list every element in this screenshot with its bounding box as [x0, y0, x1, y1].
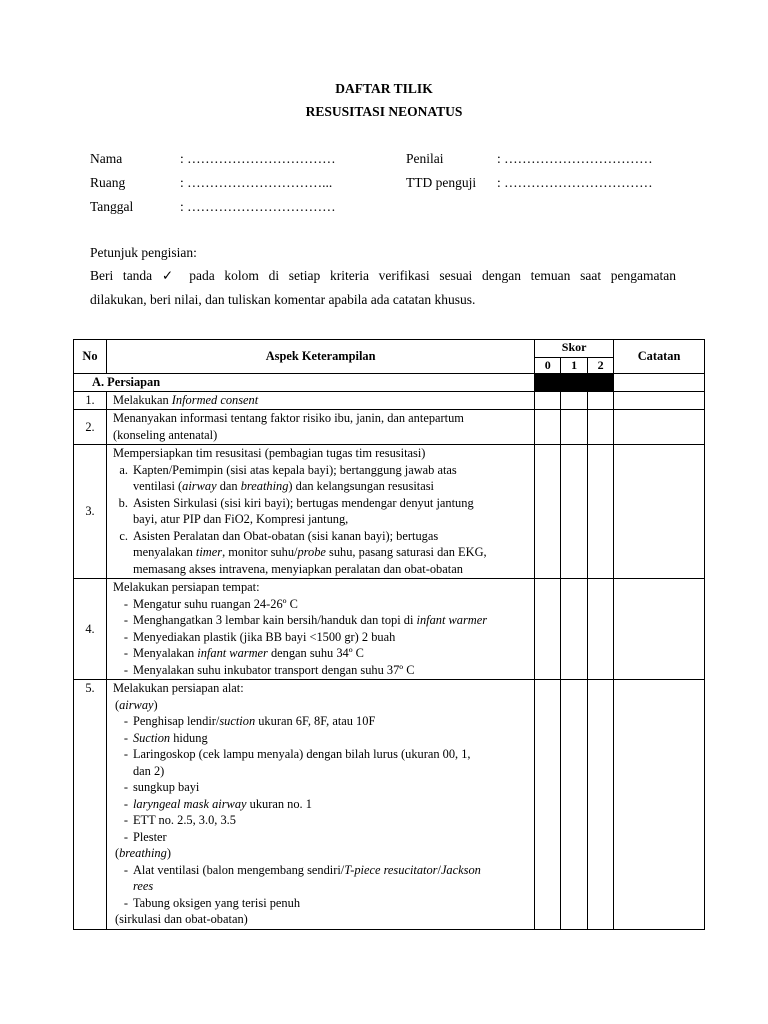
- text: bayi, atur PIP dan FiO2, Kompresi jantung,: [132, 512, 349, 526]
- instructions-line-2: dilakukan, beri nilai, dan tuliskan komentar apabila ada catatan khusus.: [90, 292, 476, 307]
- list-text: [133, 462, 530, 495]
- instr-text-pre: Beri tanda: [90, 268, 153, 283]
- text: Kapten/Pemimpin (sisi atas kepala bayi); bertanggung jawab atas: [132, 462, 457, 477]
- group-label-breathing: [113, 845, 530, 862]
- list-item: [113, 713, 530, 730]
- checklist-table: [73, 339, 705, 930]
- nama-label: Nama: [90, 151, 123, 166]
- list-text: ETT no. 2.5, 3.0, 3.5: [132, 813, 236, 827]
- catatan-cell[interactable]: [614, 391, 705, 410]
- list-text: [133, 713, 530, 730]
- text-italic: rees: [132, 879, 154, 893]
- text: (konseling antenatal): [112, 427, 218, 442]
- instructions-heading: Petunjuk pengisian:: [90, 245, 197, 260]
- row-aspek: [106, 579, 534, 680]
- list-marker: b.: [118, 495, 128, 510]
- list-marker: a.: [119, 462, 128, 477]
- score-cell-0[interactable]: [535, 391, 561, 410]
- text: dan 2): [132, 763, 165, 778]
- score-cell-0[interactable]: [535, 445, 561, 579]
- header-skor: Skor: [535, 340, 614, 358]
- text-italic: infant warmer: [197, 646, 268, 660]
- score-2: 2: [588, 358, 614, 374]
- text: Penghisap lendir/: [132, 714, 220, 728]
- tanggal-field: : ……………………………: [180, 199, 336, 214]
- list-text: [133, 796, 530, 813]
- nama-field: : ……………………………: [180, 151, 336, 166]
- list-item: [113, 596, 530, 613]
- row-number: 5.: [74, 680, 107, 930]
- text-italic: airway: [119, 697, 154, 712]
- list-marker: -: [123, 895, 128, 910]
- text-italic: infant warmer: [416, 613, 488, 627]
- header-no: No: [74, 340, 107, 374]
- list-text: [133, 746, 530, 779]
- group-label-sirkulasi: (sirkulasi dan obat-obatan): [114, 912, 248, 926]
- section-catatan: [614, 374, 705, 392]
- text: suhu, pasang saturasi dan EKG,: [325, 545, 487, 559]
- list-item: [113, 796, 530, 813]
- score-cell-2[interactable]: [588, 391, 614, 410]
- score-cell-1[interactable]: [561, 445, 588, 579]
- table-row: [74, 410, 705, 445]
- list-marker: -: [123, 862, 128, 877]
- text: Asisten Peralatan dan Obat-obatan (sisi kanan bayi); bertugas: [132, 528, 439, 543]
- score-0: 0: [535, 358, 561, 374]
- list-item: [113, 730, 530, 747]
- text: Mempersiapkan tim resusitasi (pembagian tugas tim resusitasi): [112, 446, 426, 460]
- list-item: [113, 862, 530, 895]
- table-row: [74, 579, 705, 680]
- list-marker: -: [123, 646, 128, 660]
- section-blackout: [535, 374, 614, 392]
- list-text: [133, 862, 530, 895]
- ttd-field: : ……………………………: [497, 175, 653, 190]
- list-item: [113, 895, 530, 912]
- text-italic: T-piece resucitator: [344, 862, 438, 877]
- list-item: [113, 779, 530, 796]
- row-aspek: [106, 410, 534, 445]
- score-cell-0[interactable]: [535, 579, 561, 680]
- table-row: [74, 680, 705, 930]
- text: (: [114, 846, 120, 860]
- list-item: [113, 528, 530, 578]
- text-italic: Informed consent: [171, 392, 259, 407]
- text-italic: breathing: [119, 846, 167, 860]
- list-item: [113, 629, 530, 646]
- row-aspek: [106, 445, 534, 579]
- score-cell-2[interactable]: [588, 445, 614, 579]
- table-row: [74, 445, 705, 579]
- text: ventilasi (: [132, 479, 183, 493]
- doc-title: DAFTAR TILIK: [335, 81, 433, 96]
- score-cell-0[interactable]: [535, 680, 561, 930]
- check-mark-icon: ✓: [161, 268, 180, 283]
- doc-subtitle: RESUSITASI NEONATUS: [305, 104, 463, 119]
- instructions-line-1: [90, 268, 676, 284]
- text-italic: airway: [182, 479, 217, 493]
- list-marker: -: [123, 662, 128, 677]
- list-marker: -: [123, 596, 128, 611]
- header-row: [74, 340, 705, 358]
- text: Alat ventilasi (balon mengembang sendiri/: [132, 862, 345, 877]
- penilai-field: : ……………………………: [497, 151, 653, 166]
- table-row: [74, 391, 705, 410]
- instr-text-post: pada kolom di setiap kriteria verifikasi sesuai dengan temuan saat pengamatan: [189, 268, 677, 283]
- list-marker: -: [123, 796, 128, 811]
- catatan-cell[interactable]: [614, 410, 705, 445]
- text: Menanyakan informasi tentang faktor risiko ibu, janin, dan antepartum: [112, 411, 464, 425]
- text-italic: probe: [297, 545, 326, 559]
- header-catatan: Catatan: [614, 340, 705, 374]
- list-text: sungkup bayi: [132, 780, 200, 794]
- score-cell-0[interactable]: [535, 410, 561, 445]
- row-number: 3.: [74, 445, 107, 579]
- list-text: [133, 528, 530, 578]
- text: dengan suhu 34º C: [267, 646, 364, 660]
- list-text: Tabung oksigen yang terisi penuh: [132, 895, 301, 910]
- list-text: [133, 612, 530, 629]
- row-aspek: [106, 391, 534, 410]
- text: Melakukan persiapan alat:: [112, 681, 244, 695]
- text: Melakukan: [112, 392, 172, 407]
- text: , monitor suhu/: [222, 545, 298, 559]
- list-item: [113, 645, 530, 662]
- list-item: [113, 812, 530, 829]
- score-cell-2[interactable]: [588, 410, 614, 445]
- catatan-cell[interactable]: [614, 680, 705, 930]
- text: ) dan kelangsungan resusitasi: [288, 479, 434, 493]
- text: Laringoskop (cek lampu menyala) dengan bilah lurus (ukuran 00, 1,: [132, 747, 471, 761]
- text-italic: laryngeal mask airway: [132, 796, 247, 811]
- text: ): [153, 697, 158, 712]
- penilai-label: Penilai: [406, 151, 444, 166]
- row-number: 2.: [74, 410, 107, 445]
- list-marker: -: [123, 747, 128, 761]
- text-italic: breathing: [240, 479, 289, 493]
- text: /: [437, 862, 441, 877]
- list-text: Mengatur suhu ruangan 24-26º C: [132, 596, 298, 611]
- text: Menghangatkan 3 lembar kain bersih/handuk dan topi di: [132, 613, 417, 627]
- score-cell-2[interactable]: [588, 680, 614, 930]
- score-cell-1[interactable]: [561, 391, 588, 410]
- section-a-title: A. Persiapan: [74, 374, 535, 392]
- list-text: [133, 495, 530, 528]
- list-text: Menyalakan suhu inkubator transport dengan suhu 37º C: [132, 662, 415, 677]
- ruang-field: : …………………………...: [180, 175, 333, 190]
- ruang-label: Ruang: [90, 175, 126, 190]
- catatan-cell[interactable]: [614, 445, 705, 579]
- list-marker: -: [123, 730, 128, 745]
- score-1: 1: [561, 358, 588, 374]
- score-cell-1[interactable]: [561, 410, 588, 445]
- list-item: [113, 612, 530, 629]
- list-marker: c.: [119, 528, 128, 543]
- score-cell-1[interactable]: [561, 579, 588, 680]
- list-text: Plester: [132, 829, 167, 844]
- text: memasang akses intravena, menyiapkan peralatan dan obat-obatan: [132, 561, 463, 576]
- text: hidung: [170, 730, 208, 745]
- text: dan: [216, 479, 241, 493]
- list-item: [113, 495, 530, 528]
- group-label-airway: [113, 697, 530, 714]
- ttd-label: TTD penguji: [406, 175, 477, 190]
- text: menyalakan: [132, 545, 196, 559]
- tanggal-label: Tanggal: [90, 199, 134, 214]
- text: ukuran 6F, 8F, atau 10F: [255, 714, 376, 728]
- row-number: 4.: [74, 579, 107, 680]
- text: Menyalakan: [132, 646, 198, 660]
- list-marker: -: [123, 613, 128, 627]
- row-number: 1.: [74, 391, 107, 410]
- text: Melakukan persiapan tempat:: [112, 580, 260, 594]
- list-text: [133, 730, 530, 747]
- score-cell-2[interactable]: [588, 579, 614, 680]
- list-marker: -: [123, 829, 128, 844]
- list-item: [113, 829, 530, 846]
- list-marker: -: [123, 813, 128, 827]
- text: Asisten Sirkulasi (sisi kiri bayi); bertugas mendengar denyut jantung: [132, 495, 474, 510]
- score-cell-1[interactable]: [561, 680, 588, 930]
- text: ukuran no. 1: [246, 796, 312, 811]
- text-italic: timer: [195, 545, 223, 559]
- text: ): [166, 846, 171, 860]
- row-aspek: [106, 680, 534, 930]
- list-item: [113, 746, 530, 779]
- list-text: [133, 645, 530, 662]
- list-marker: -: [123, 714, 128, 728]
- header-aspek: Aspek Keterampilan: [106, 340, 534, 374]
- text-italic: Jackson: [440, 862, 481, 877]
- list-marker: -: [123, 629, 128, 644]
- list-item: [113, 662, 530, 679]
- catatan-cell[interactable]: [614, 579, 705, 680]
- text: (: [114, 697, 120, 712]
- text-italic: Suction: [132, 730, 171, 745]
- list-marker: -: [123, 780, 128, 794]
- text-italic: suction: [219, 714, 256, 728]
- list-item: [113, 462, 530, 495]
- list-text: Menyediakan plastik (jika BB bayi <1500 gr) 2 buah: [132, 629, 396, 644]
- section-row: [74, 374, 705, 392]
